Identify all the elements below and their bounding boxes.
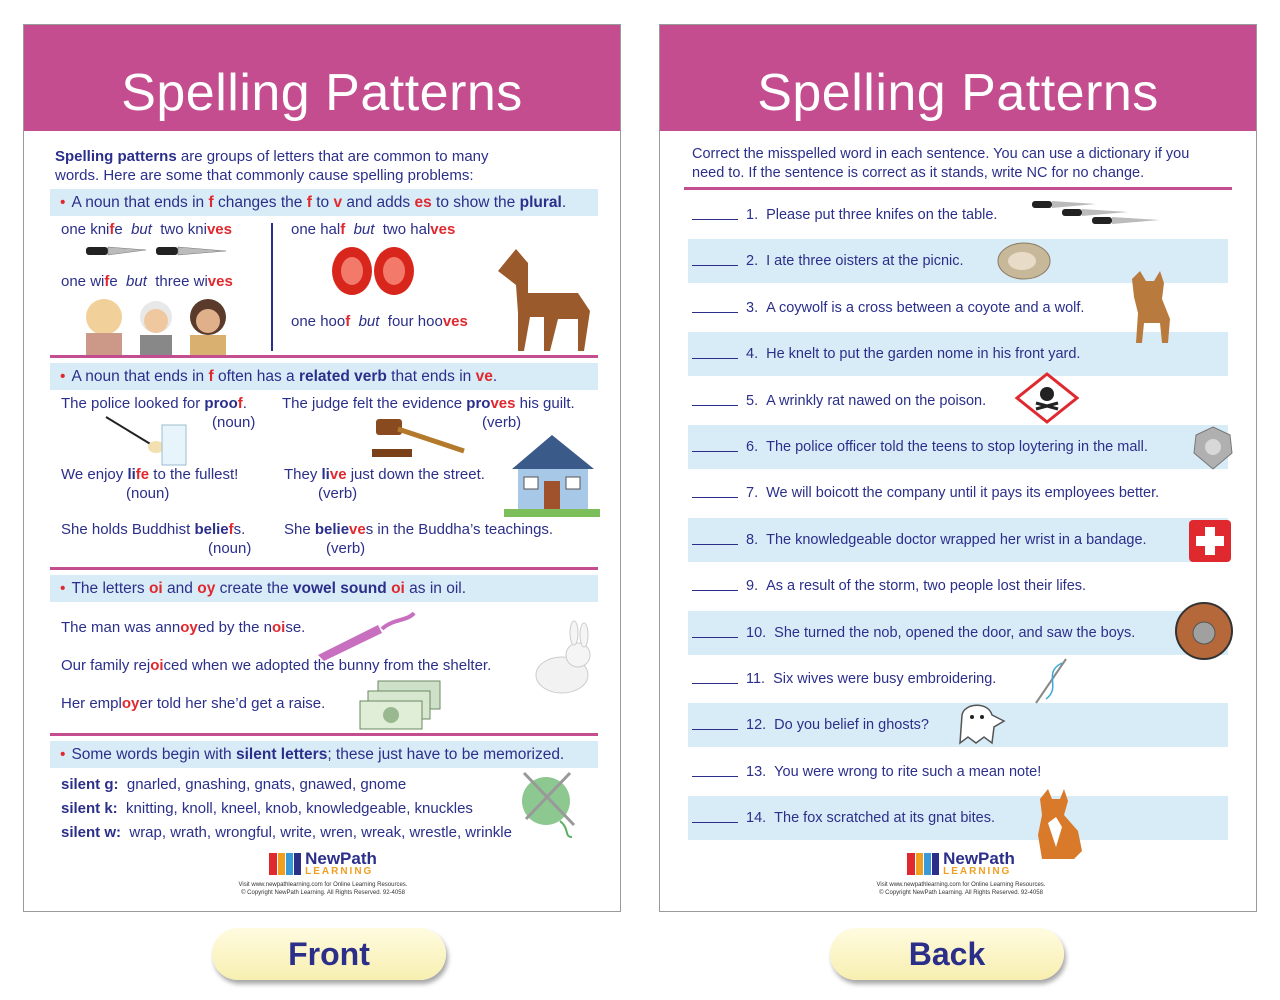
exercise-text: A coywolf is a cross between a coyote and a wolf. [766, 299, 1085, 316]
exercise-number: 7. [746, 485, 759, 502]
poison-warning-icon [1016, 373, 1078, 423]
front-title: Spelling Patterns [121, 64, 523, 122]
back-rule [684, 187, 1232, 190]
front-card [23, 24, 621, 912]
exercise-text: Do you belief in ghosts? [774, 717, 929, 734]
exercise-text: The fox scratched at its gnat bites. [774, 810, 996, 827]
exercise-number: 14. [746, 810, 767, 827]
logo-visit: Visit www.newpathlearning.com for Online Learning Resources. [238, 882, 408, 888]
exercise-number: 6. [746, 439, 759, 455]
answer-blank[interactable] [692, 535, 738, 545]
front-button[interactable]: Front [212, 928, 446, 980]
proof-line: The police looked for proof. [61, 395, 247, 412]
proves-line: The judge felt the evidence proves his guilt. [282, 395, 575, 412]
exercise-row [688, 657, 1228, 701]
front-logo [212, 851, 434, 897]
exercise-number: 4. [746, 346, 759, 363]
back-instructions [692, 145, 1189, 183]
section-silent-letters-bar: • Some words begin with silent letters; these just have to be memorized. [50, 741, 598, 768]
police-badge-icon [1192, 425, 1234, 471]
silent-k-line: silent k: knitting, knoll, kneel, knob, knowledgeable, knuckles [61, 800, 473, 817]
section-vowel-sound-bar: • The letters oi and oy create the vowel sound oi as in oil. [50, 575, 598, 602]
answer-blank[interactable] [692, 303, 738, 313]
back-card [659, 24, 1257, 912]
back-button[interactable]: Back [830, 928, 1064, 980]
needle-thread-image [1032, 655, 1072, 707]
wives-image [76, 291, 246, 355]
logo-book-icon [907, 851, 939, 877]
intro-line-2: words. Here are some that commonly cause spelling problems: [55, 167, 474, 184]
silent-w-line: silent w: wrap, wrath, wrongful, write, wren, wreak, wrestle, wrinkle [61, 824, 512, 841]
believe-verb: (verb) [326, 540, 366, 557]
answer-blank[interactable] [692, 581, 738, 591]
rule-1 [50, 355, 598, 358]
gavel-image [372, 415, 472, 463]
oyster-image [996, 241, 1052, 281]
logo-sub: LEARNING [305, 866, 374, 877]
exercise-text: I ate three oisters at the picnic. [766, 253, 964, 270]
exercise-text: The police officer told the teens to stop loytering in the mall. [766, 439, 1148, 455]
first-aid-icon [1188, 519, 1232, 563]
answer-blank[interactable] [692, 813, 738, 823]
exercise-row [688, 379, 1228, 423]
answer-blank[interactable] [692, 210, 738, 220]
oy-line-3: Her employer told her she’d get a raise. [61, 695, 326, 712]
knives-image [86, 241, 236, 271]
logo-copyright: © Copyright NewPath Learning. All Rights Reserved. 92-4058 [879, 890, 1043, 896]
exercise-number: 2. [746, 253, 759, 270]
horse-image [488, 241, 598, 356]
answer-blank[interactable] [692, 396, 738, 406]
instructions-line-2: need to. If the sentence is correct as it stands, write NC for no change. [692, 165, 1145, 181]
exercise-row [688, 796, 1228, 840]
logo-sub: LEARNING [943, 866, 1012, 877]
fingerprint-brush-image [106, 415, 196, 471]
life-noun: (noun) [126, 485, 170, 502]
intro-line-1: are groups of letters that are common to many [176, 148, 489, 165]
exercise-text: A wrinkly rat nawed on the poison. [766, 392, 987, 409]
exercise-row [688, 611, 1228, 655]
hoof-line: one hoof but four hooves [291, 313, 468, 330]
logo-visit: Visit www.newpathlearning.com for Online Learning Resources. [876, 882, 1046, 888]
bunny-image [532, 625, 596, 695]
coyote-image [1124, 269, 1178, 345]
column-divider [271, 223, 273, 351]
belief-line: She holds Buddhist beliefs. [61, 521, 246, 538]
proof-noun: (noun) [212, 414, 256, 431]
tomato-halves-image [332, 241, 422, 301]
rule-3 [50, 733, 598, 736]
wife-line: one wife but three wives [61, 273, 233, 290]
answer-blank[interactable] [692, 674, 738, 684]
exercise-text: Please put three knifes on the table. [766, 207, 998, 223]
exercise-row [688, 518, 1228, 562]
exercise-text: He knelt to put the garden nome in his front yard. [766, 346, 1081, 363]
half-line: one half but two halves [291, 221, 456, 238]
belief-noun: (noun) [208, 540, 252, 557]
exercise-text: You were wrong to rite such a mean note! [774, 763, 1042, 780]
exercise-number: 10. [746, 624, 767, 641]
logo-name: NewPath [305, 849, 377, 868]
exercise-text: The knowledgeable doctor wrapped her wrist in a bandage. [766, 531, 1147, 548]
logo-name: NewPath [943, 849, 1015, 868]
intro-bold: Spelling patterns [55, 148, 177, 165]
exercise-number: 8. [746, 531, 759, 548]
doorknob-image [1174, 601, 1234, 661]
oy-line-1: The man was annoyed by the noise. [61, 619, 306, 636]
back-banner [660, 25, 1256, 131]
exercise-row [688, 471, 1228, 515]
answer-blank[interactable] [692, 256, 738, 266]
exercise-row [688, 750, 1228, 794]
exercise-number: 3. [746, 299, 759, 316]
house-image [504, 431, 600, 517]
rule-2 [50, 567, 598, 570]
exercise-text: She turned the nob, opened the door, and saw the boys. [774, 624, 1136, 641]
answer-blank[interactable] [692, 442, 738, 452]
exercise-number: 11. [746, 671, 766, 687]
exercise-row [688, 425, 1228, 469]
proves-verb: (verb) [482, 414, 522, 431]
ghost-image [952, 701, 1006, 747]
believe-line: She believes in the Buddha’s teachings. [284, 521, 554, 538]
knives-image [1032, 199, 1162, 229]
answer-blank[interactable] [692, 720, 738, 730]
answer-blank[interactable] [692, 488, 738, 498]
back-title: Spelling Patterns [757, 64, 1159, 122]
yarn-image [520, 769, 584, 839]
oi-line-2: Our family rejoiced when we adopted the bunny from the shelter. [61, 657, 492, 674]
front-banner [24, 25, 620, 131]
exercise-text: Six wives were busy embroidering. [773, 671, 997, 687]
section-related-verb-bar: • A noun that ends in f often has a related verb that ends in ve. [50, 363, 598, 390]
answer-blank[interactable] [692, 767, 738, 777]
exercise-number: 1. [746, 207, 759, 223]
exercise-text: We will boicott the company until it pays its employees better. [766, 485, 1160, 502]
answer-blank[interactable] [692, 349, 738, 359]
silent-g-line: silent g: gnarled, gnashing, gnats, gnawed, gnome [61, 776, 407, 793]
exercise-number: 13. [746, 763, 767, 780]
exercise-row [688, 564, 1228, 608]
logo-copyright: © Copyright NewPath Learning. All Rights Reserved. 92-4058 [241, 890, 405, 896]
exercise-number: 12. [746, 717, 767, 734]
knife-line: one knife but two knives [61, 221, 232, 238]
logo-book-icon [269, 851, 301, 877]
exercise-number: 9. [746, 578, 759, 595]
exercise-number: 5. [746, 392, 759, 409]
fox-image [1034, 787, 1084, 861]
front-intro [55, 147, 489, 185]
party-horn-image [318, 611, 418, 661]
live-verb: (verb) [318, 485, 358, 502]
exercise-text: As a result of the storm, two people lost their lifes. [766, 578, 1087, 595]
live-line: They live just down the street. [284, 466, 485, 483]
money-image [360, 681, 444, 731]
back-logo [850, 851, 1072, 897]
section-plural-bar: • A noun that ends in f changes the f to v and adds es to show the plural. [50, 189, 598, 216]
answer-blank[interactable] [692, 628, 738, 638]
instructions-line-1: Correct the misspelled word in each sentence. You can use a dictionary if you [692, 146, 1190, 162]
life-line: We enjoy life to the fullest! [61, 466, 239, 483]
